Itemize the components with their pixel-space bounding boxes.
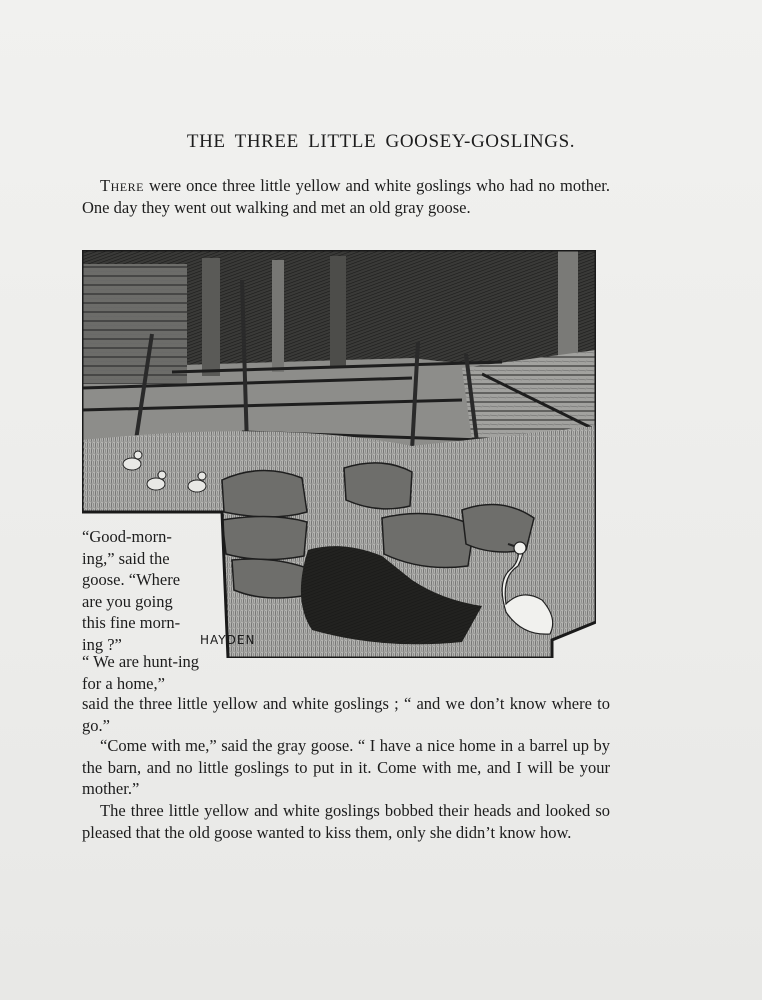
paragraph-2: “Good-morn-ing,” said the goose. “Where are you going this fine morn-ing ?” bbox=[82, 527, 181, 654]
paragraph-3-rest: said the three little yellow and white goslings ; “ and we don’t know where to go.” bbox=[82, 694, 610, 735]
paragraph-1 bbox=[82, 175, 610, 218]
illustration-signature: HAYDEN bbox=[200, 633, 256, 647]
paragraph-5: The three little yellow and white goslings bobbed their heads and looked so pleased that the old goose wanted to kiss them, only she didn’t know how. bbox=[82, 801, 610, 842]
page-title: THE THREE LITTLE GOOSEY-GOSLINGS. bbox=[186, 131, 576, 152]
paragraph-4: “Come with me,” said the gray goose. “ I have a nice home in a barrel up by the barn, and no little goslings to put in it. Come with me, and I will be your mother.” bbox=[82, 736, 610, 798]
paragraph-1-rest: were once three little yellow and white goslings who had no mother. One day they went out walking and met an old gray goose. bbox=[82, 176, 610, 217]
paragraph-1-lead: There bbox=[100, 176, 144, 195]
paragraph-3-start: “ We are hunt-ing for a home,” bbox=[82, 652, 200, 693]
